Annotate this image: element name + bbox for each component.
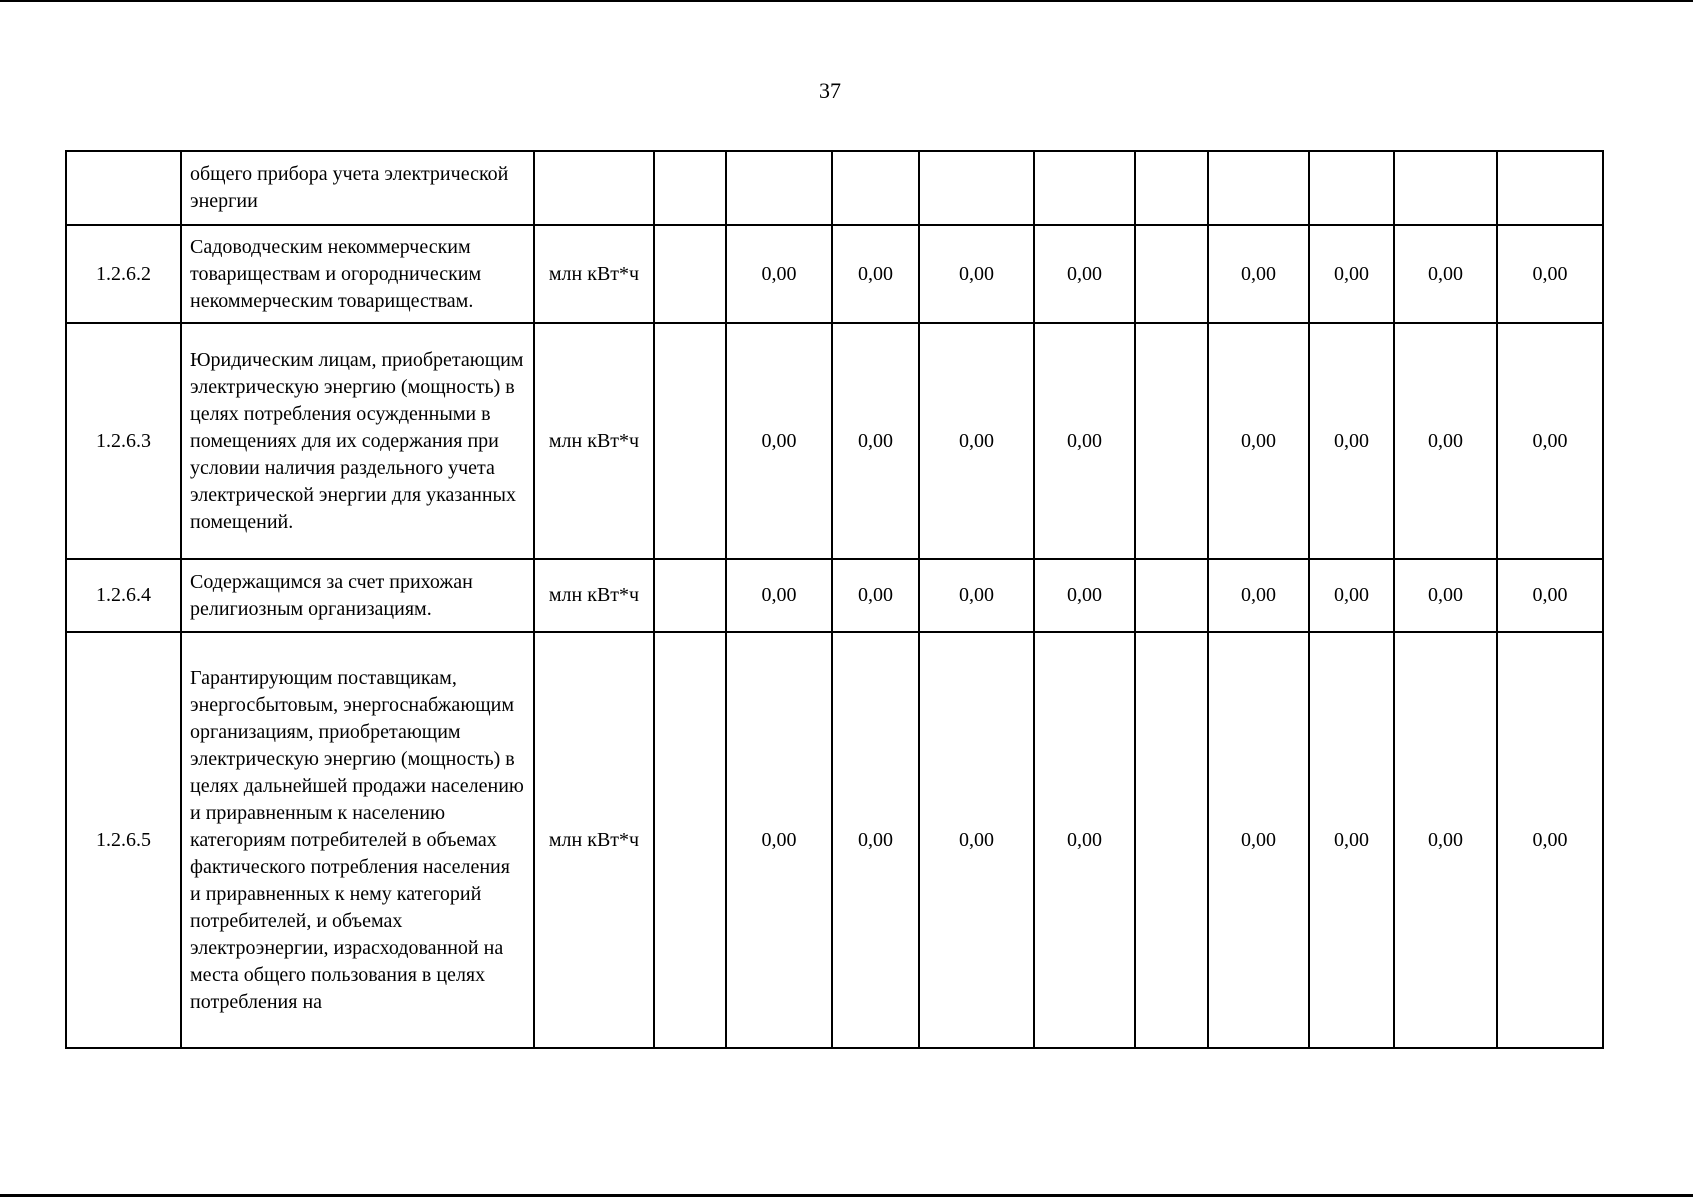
row-code bbox=[66, 151, 181, 225]
value-cell: 0,00 bbox=[1208, 225, 1309, 323]
value-cell: 0,00 bbox=[1309, 632, 1394, 1048]
row-unit bbox=[534, 151, 654, 225]
value-cell: 0,00 bbox=[832, 225, 919, 323]
scan-edge-bottom bbox=[0, 1194, 1693, 1197]
row-unit: млн кВт*ч bbox=[534, 632, 654, 1048]
value-cell: 0,00 bbox=[1394, 225, 1497, 323]
value-cell: 0,00 bbox=[1497, 323, 1603, 559]
value-cell bbox=[1135, 323, 1208, 559]
value-cell: 0,00 bbox=[1034, 559, 1135, 632]
row-code: 1.2.6.5 bbox=[66, 632, 181, 1048]
value-cell bbox=[1394, 151, 1497, 225]
row-code: 1.2.6.3 bbox=[66, 323, 181, 559]
row-code: 1.2.6.2 bbox=[66, 225, 181, 323]
row-description: Содержащимся за счет прихожан религиозным организациям. bbox=[181, 559, 534, 632]
table-row bbox=[66, 632, 1603, 1048]
value-cell: 0,00 bbox=[919, 632, 1034, 1048]
value-cell: 0,00 bbox=[1497, 559, 1603, 632]
value-cell bbox=[654, 632, 726, 1048]
value-cell: 0,00 bbox=[726, 559, 832, 632]
value-cell bbox=[654, 225, 726, 323]
value-cell bbox=[832, 151, 919, 225]
value-cell: 0,00 bbox=[1309, 323, 1394, 559]
value-cell: 0,00 bbox=[919, 225, 1034, 323]
row-unit: млн кВт*ч bbox=[534, 323, 654, 559]
value-cell bbox=[1135, 151, 1208, 225]
table-row bbox=[66, 323, 1603, 559]
row-unit: млн кВт*ч bbox=[534, 225, 654, 323]
value-cell bbox=[1497, 151, 1603, 225]
row-description: общего прибора учета электрической энергии bbox=[181, 151, 534, 225]
value-cell bbox=[1135, 632, 1208, 1048]
value-cell bbox=[1208, 151, 1309, 225]
value-cell: 0,00 bbox=[832, 559, 919, 632]
value-cell bbox=[726, 151, 832, 225]
value-cell: 0,00 bbox=[1309, 559, 1394, 632]
value-cell bbox=[1034, 151, 1135, 225]
scan-edge-top bbox=[0, 0, 1693, 2]
value-cell: 0,00 bbox=[832, 323, 919, 559]
page-number: 37 bbox=[819, 78, 841, 103]
value-cell: 0,00 bbox=[1034, 632, 1135, 1048]
value-cell: 0,00 bbox=[726, 632, 832, 1048]
value-cell: 0,00 bbox=[1034, 323, 1135, 559]
row-description: Юридическим лицам, приобретающим электрическую энергию (мощность) в целях потребления осужденными в помещениях для их содержания при условии наличия раздельного учета электрической энергии для указанных помещений. bbox=[181, 323, 534, 559]
row-description: Гарантирующим поставщикам, энергосбытовым, энергоснабжающим организациям, приобретающим электрическую энергию (мощность) в целях дальнейшей продажи населению и приравненным к населению категориям потребителей в объемах фактического потребления населения и приравненных к нему категорий потребителей, и объемах электроэнергии, израсходованной на места общего пользования в целях потребления на bbox=[181, 632, 534, 1048]
value-cell: 0,00 bbox=[1394, 559, 1497, 632]
data-table bbox=[65, 150, 1604, 1049]
row-description: Садоводческим некоммерческим товариществам и огородническим некоммерческим товариществам. bbox=[181, 225, 534, 323]
value-cell: 0,00 bbox=[1208, 632, 1309, 1048]
value-cell: 0,00 bbox=[919, 323, 1034, 559]
value-cell: 0,00 bbox=[919, 559, 1034, 632]
value-cell: 0,00 bbox=[1034, 225, 1135, 323]
value-cell: 0,00 bbox=[1497, 632, 1603, 1048]
table-row bbox=[66, 559, 1603, 632]
value-cell bbox=[654, 559, 726, 632]
value-cell: 0,00 bbox=[726, 225, 832, 323]
row-code: 1.2.6.4 bbox=[66, 559, 181, 632]
value-cell bbox=[654, 151, 726, 225]
value-cell: 0,00 bbox=[1309, 225, 1394, 323]
value-cell: 0,00 bbox=[1208, 323, 1309, 559]
value-cell bbox=[919, 151, 1034, 225]
value-cell: 0,00 bbox=[1394, 632, 1497, 1048]
value-cell bbox=[654, 323, 726, 559]
value-cell: 0,00 bbox=[726, 323, 832, 559]
value-cell: 0,00 bbox=[1394, 323, 1497, 559]
value-cell bbox=[1135, 559, 1208, 632]
value-cell bbox=[1309, 151, 1394, 225]
row-unit: млн кВт*ч bbox=[534, 559, 654, 632]
table-row bbox=[66, 151, 1603, 225]
value-cell bbox=[1135, 225, 1208, 323]
value-cell: 0,00 bbox=[1497, 225, 1603, 323]
table-row bbox=[66, 225, 1603, 323]
value-cell: 0,00 bbox=[1208, 559, 1309, 632]
value-cell: 0,00 bbox=[832, 632, 919, 1048]
